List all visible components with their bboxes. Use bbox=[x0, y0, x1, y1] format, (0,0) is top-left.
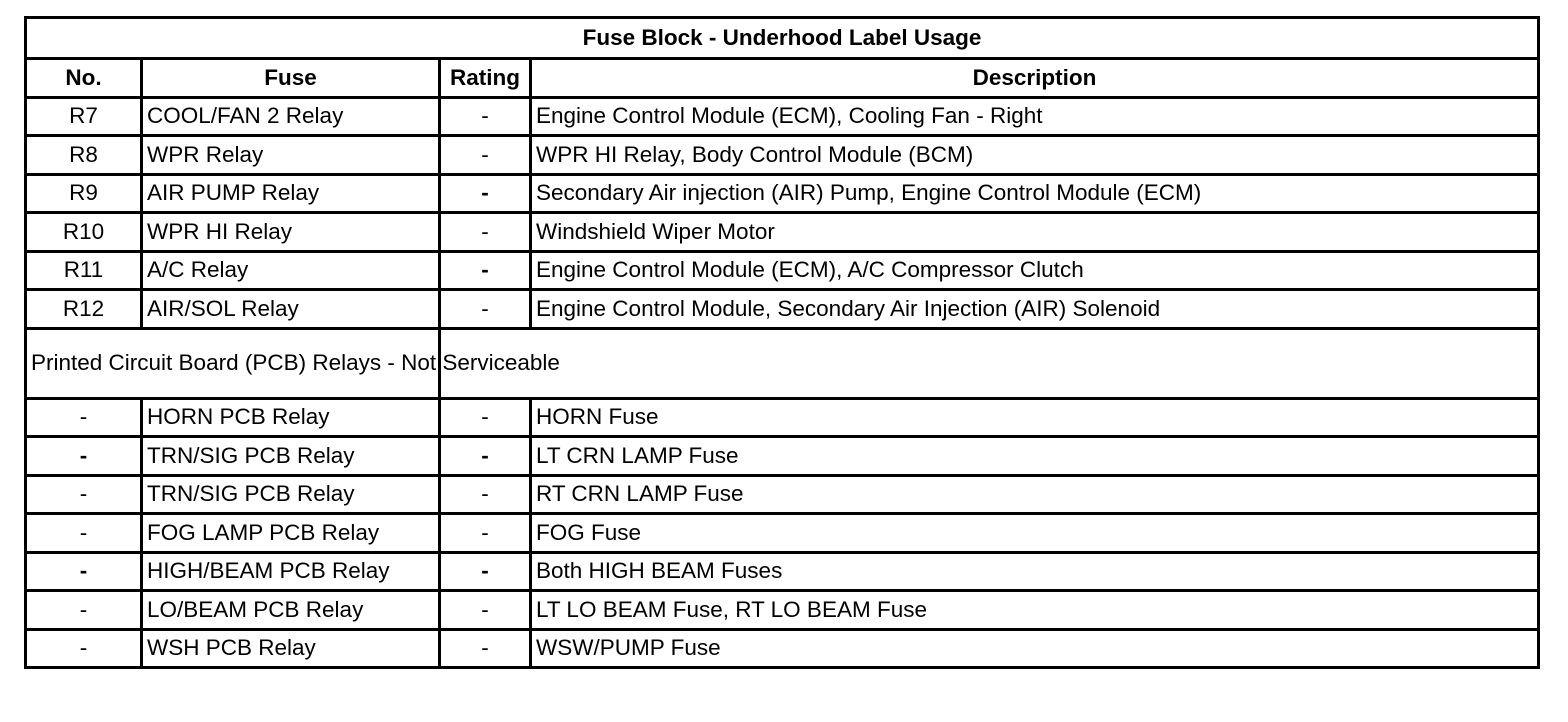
cell-no: R9 bbox=[26, 174, 142, 213]
cell-no: R11 bbox=[26, 251, 142, 290]
header-row bbox=[26, 59, 1539, 98]
cell-description: Engine Control Module, Secondary Air Injection (AIR) Solenoid bbox=[531, 290, 1539, 329]
cell-no: - bbox=[26, 591, 142, 630]
cell-fuse: HIGH/BEAM PCB Relay bbox=[142, 552, 440, 591]
cell-no: - bbox=[26, 552, 142, 591]
table-row bbox=[26, 552, 1539, 591]
cell-description: WPR HI Relay, Body Control Module (BCM) bbox=[531, 136, 1539, 175]
title-row bbox=[26, 18, 1539, 59]
cell-fuse: AIR PUMP Relay bbox=[142, 174, 440, 213]
table-row bbox=[26, 97, 1539, 136]
cell-fuse: A/C Relay bbox=[142, 251, 440, 290]
cell-no: R10 bbox=[26, 213, 142, 252]
cell-no: - bbox=[26, 398, 142, 437]
cell-description: WSW/PUMP Fuse bbox=[531, 629, 1539, 668]
cell-description: FOG Fuse bbox=[531, 514, 1539, 553]
cell-description: Engine Control Module (ECM), Cooling Fan - Right bbox=[531, 97, 1539, 136]
cell-no: R7 bbox=[26, 97, 142, 136]
section-label: Printed Circuit Board (PCB) Relays - Not Serviceable bbox=[26, 328, 440, 398]
cell-rating: - bbox=[440, 591, 531, 630]
cell-rating: - bbox=[440, 97, 531, 136]
table-row bbox=[26, 174, 1539, 213]
cell-fuse: LO/BEAM PCB Relay bbox=[142, 591, 440, 630]
cell-fuse: TRN/SIG PCB Relay bbox=[142, 475, 440, 514]
cell-fuse: COOL/FAN 2 Relay bbox=[142, 97, 440, 136]
cell-description: Windshield Wiper Motor bbox=[531, 213, 1539, 252]
table-row bbox=[26, 398, 1539, 437]
table-row bbox=[26, 475, 1539, 514]
header-rating: Rating bbox=[440, 59, 531, 98]
cell-rating: - bbox=[440, 398, 531, 437]
cell-no: - bbox=[26, 514, 142, 553]
cell-fuse: WPR HI Relay bbox=[142, 213, 440, 252]
cell-fuse: WSH PCB Relay bbox=[142, 629, 440, 668]
table-row bbox=[26, 437, 1539, 476]
cell-rating: - bbox=[440, 437, 531, 476]
table-row bbox=[26, 213, 1539, 252]
fuse-block-table bbox=[24, 16, 1540, 669]
cell-rating: - bbox=[440, 514, 531, 553]
cell-no: - bbox=[26, 437, 142, 476]
section-row bbox=[26, 328, 1539, 398]
cell-rating: - bbox=[440, 475, 531, 514]
cell-description: LT LO BEAM Fuse, RT LO BEAM Fuse bbox=[531, 591, 1539, 630]
cell-fuse: TRN/SIG PCB Relay bbox=[142, 437, 440, 476]
header-description: Description bbox=[531, 59, 1539, 98]
cell-fuse: HORN PCB Relay bbox=[142, 398, 440, 437]
table-row bbox=[26, 136, 1539, 175]
cell-rating: - bbox=[440, 629, 531, 668]
table-row bbox=[26, 514, 1539, 553]
cell-fuse: WPR Relay bbox=[142, 136, 440, 175]
cell-rating: - bbox=[440, 552, 531, 591]
cell-fuse: FOG LAMP PCB Relay bbox=[142, 514, 440, 553]
cell-rating: - bbox=[440, 290, 531, 329]
cell-description: LT CRN LAMP Fuse bbox=[531, 437, 1539, 476]
cell-rating: - bbox=[440, 174, 531, 213]
cell-no: R8 bbox=[26, 136, 142, 175]
table-row bbox=[26, 629, 1539, 668]
table-row bbox=[26, 591, 1539, 630]
header-no: No. bbox=[26, 59, 142, 98]
cell-no: - bbox=[26, 475, 142, 514]
cell-no: - bbox=[26, 629, 142, 668]
cell-rating: - bbox=[440, 213, 531, 252]
cell-description: Engine Control Module (ECM), A/C Compressor Clutch bbox=[531, 251, 1539, 290]
table-row bbox=[26, 290, 1539, 329]
cell-rating: - bbox=[440, 136, 531, 175]
cell-fuse: AIR/SOL Relay bbox=[142, 290, 440, 329]
cell-description: Secondary Air injection (AIR) Pump, Engine Control Module (ECM) bbox=[531, 174, 1539, 213]
table-row bbox=[26, 251, 1539, 290]
table-title: Fuse Block - Underhood Label Usage bbox=[26, 18, 1539, 59]
cell-rating: - bbox=[440, 251, 531, 290]
cell-description: Both HIGH BEAM Fuses bbox=[531, 552, 1539, 591]
cell-description: HORN Fuse bbox=[531, 398, 1539, 437]
section-empty-cell bbox=[440, 328, 1539, 398]
cell-description: RT CRN LAMP Fuse bbox=[531, 475, 1539, 514]
header-fuse: Fuse bbox=[142, 59, 440, 98]
cell-no: R12 bbox=[26, 290, 142, 329]
